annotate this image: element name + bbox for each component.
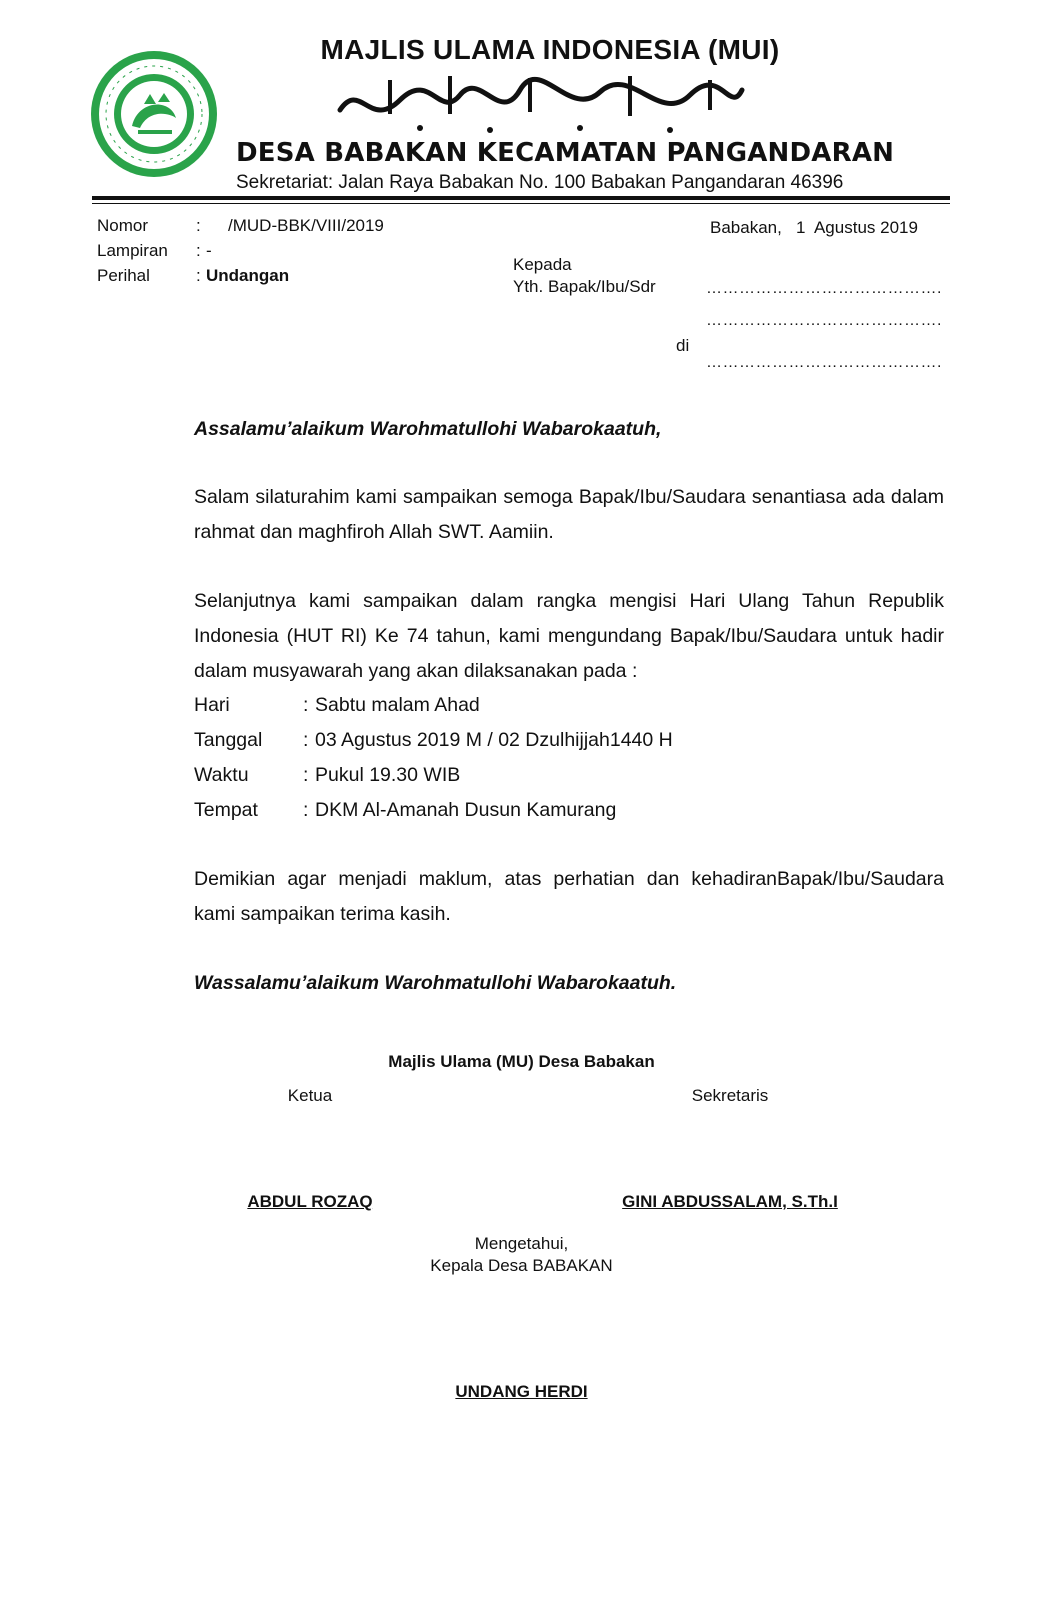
recipient-line-2: ……………………………………. xyxy=(706,312,942,329)
nomor-value: /MUD-BBK/VIII/2019 xyxy=(228,216,384,235)
lampiran-label: Lampiran xyxy=(97,241,168,260)
ketua-name: ABDUL ROZAQ xyxy=(247,1192,373,1211)
sekretaris-name: GINI ABDUSSALAM, S.Th.I xyxy=(622,1192,838,1211)
detail-value-tanggal: 03 Agustus 2019 M / 02 Dzulhijjah1440 H xyxy=(315,729,673,751)
yth-label: Yth. Bapak/Ibu/Sdr xyxy=(513,277,656,296)
paragraph-2: Selanjutnya kami sampaikan dalam rangka mengisi Hari Ulang Tahun Republik Indonesia (HUT RI) Ke 74 tahun, kami mengundang Bapak/Ibu/Saudara untuk hadir dalam musyawarah yang akan dilaksanakan pada : xyxy=(194,590,944,682)
org-title: MAJLIS ULAMA INDONESIA (MUI) xyxy=(320,34,780,65)
detail-label-hari: Hari xyxy=(194,694,230,716)
farewell: Wassalamu’alaikum Warohmatullohi Wabarokaatuh. xyxy=(194,972,677,994)
greeting: Assalamu’alaikum Warohmatullohi Wabarokaatuh, xyxy=(194,418,662,440)
di-label: di xyxy=(676,336,690,355)
detail-label-waktu: Waktu xyxy=(194,764,249,786)
detail-colon: : xyxy=(303,764,309,786)
arabic-title-calligraphy-icon xyxy=(330,70,750,140)
detail-colon: : xyxy=(303,694,309,716)
detail-label-tempat: Tempat xyxy=(194,799,258,821)
perihal-value: Undangan xyxy=(206,266,290,285)
recipient-line-1: ……………………………………. xyxy=(706,280,942,297)
kepada-label: Kepada xyxy=(513,255,572,274)
village-head-name: UNDANG HERDI xyxy=(455,1382,588,1401)
lampiran-value: - xyxy=(206,241,212,260)
header-divider-thin xyxy=(92,203,950,204)
perihal-colon: : xyxy=(196,266,201,285)
unit-name: DESA BABAKAN KECAMATAN PANGANDARAN xyxy=(236,138,895,168)
ketua-role: Ketua xyxy=(287,1086,333,1105)
detail-colon: : xyxy=(303,729,309,751)
detail-value-waktu: Pukul 19.30 WIB xyxy=(315,764,461,786)
arabic-calligraphy xyxy=(330,70,750,140)
header-divider-thick xyxy=(92,196,950,200)
acknowledge-label: Mengetahui, xyxy=(474,1234,569,1253)
lampiran-colon: : xyxy=(196,241,201,260)
recipient-line-3: ……………………………………. xyxy=(706,354,942,371)
mui-emblem-icon xyxy=(88,48,220,180)
paragraph-1: Salam silaturahim kami sampaikan semoga Bapak/Ibu/Saudara senantiasa ada dalam rahmat dan maghfiroh Allah SWT. Aamiin. xyxy=(194,486,944,543)
detail-value-hari: Sabtu malam Ahad xyxy=(315,694,480,716)
closing-paragraph: Demikian agar menjadi maklum, atas perhatian dan kehadiranBapak/Ibu/Saudara kami sampaikan terima kasih. xyxy=(194,868,944,925)
mui-logo xyxy=(88,48,220,180)
nomor-label: Nomor xyxy=(97,216,149,235)
detail-value-tempat: DKM Al-Amanah Dusun Kamurang xyxy=(315,799,617,821)
village-head-role: Kepala Desa BABAKAN xyxy=(430,1256,613,1275)
sekretaris-role: Sekretaris xyxy=(691,1086,769,1105)
detail-colon: : xyxy=(303,799,309,821)
perihal-label: Perihal xyxy=(97,266,150,285)
signature-org: Majlis Ulama (MU) Desa Babakan xyxy=(388,1052,655,1071)
nomor-colon: : xyxy=(196,216,201,235)
letter-date: Babakan, 1 Agustus 2019 xyxy=(710,218,918,237)
detail-label-tanggal: Tanggal xyxy=(194,729,263,751)
secretariat-address: Sekretariat: Jalan Raya Babakan No. 100 Babakan Pangandaran 46396 xyxy=(236,172,844,193)
